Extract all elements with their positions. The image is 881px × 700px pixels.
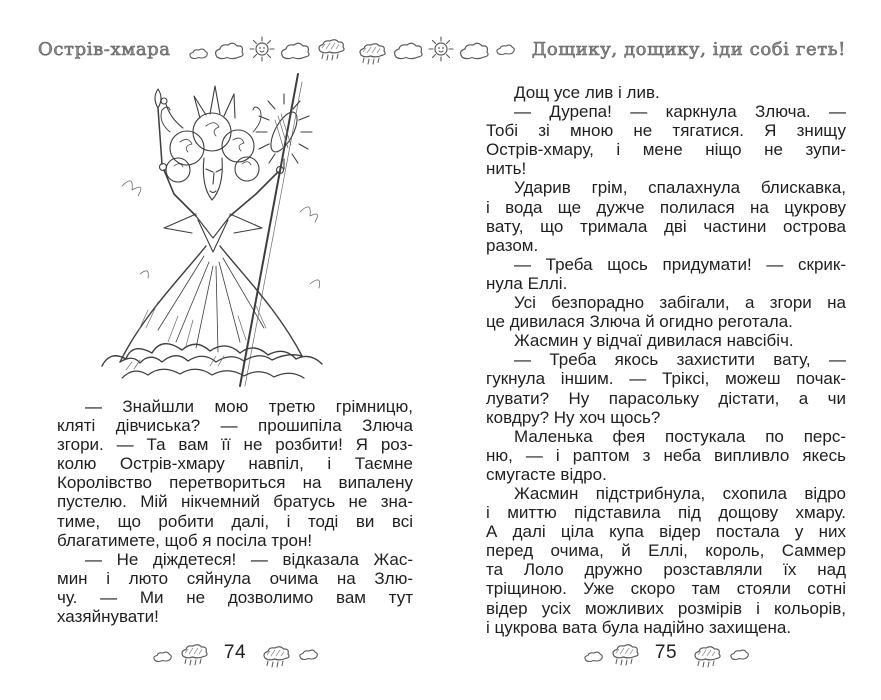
rain-cloud-icon — [315, 37, 347, 62]
text-line: вату, що тримала дві частини острова — [486, 216, 846, 236]
text-line: мин і люто сяйнула очима на Злю- — [57, 568, 413, 588]
cloud-small-icon — [151, 650, 173, 663]
page-right — [441, 0, 881, 700]
text-line: — Треба щось придумати! — скрик- — [514, 254, 846, 274]
cloud-small-icon — [297, 648, 319, 661]
text-line: Королівство перетвориться на випалену — [57, 473, 413, 493]
sun-icon — [428, 36, 454, 62]
text-line: — Треба якось захистити вату, — — [514, 350, 846, 370]
text-line: Жасмин підстрибнула, схопила відро — [514, 483, 846, 503]
cloud-icon — [278, 41, 312, 61]
text-line: Дощ усе лив і лив. — [514, 83, 660, 102]
text-line: це дивилася Злюча й огидно реготала. — [486, 312, 793, 332]
cloud-small-icon — [582, 650, 604, 663]
cloud-small-icon — [494, 43, 516, 56]
text-block-left — [57, 397, 413, 626]
text-line: Острів-хмару, і мене ніщо не зупи- — [486, 140, 846, 160]
rain-cloud-icon — [691, 644, 723, 669]
running-title-left: Острів-хмара — [38, 38, 171, 60]
running-title-right: Дощику, дощику, іди собі геть! — [531, 38, 846, 60]
text-line: хазяйнувати! — [57, 607, 159, 627]
rain-cloud-icon — [356, 41, 388, 66]
text-line: нить! — [486, 159, 527, 179]
footer-ornament-left-b — [260, 640, 319, 665]
text-line: кляті дівчиська? — прошипіла Злюча — [57, 416, 413, 436]
text-block-right — [486, 83, 846, 637]
text-line: смугасте відро. — [486, 464, 607, 484]
text-line: згори. — Та вам її не розбити! Я роз- — [57, 435, 413, 455]
text-line: і вода ще дужче полилася на цукрову — [486, 197, 846, 217]
witch-illustration — [88, 70, 338, 392]
text-line: нула Еллі. — [486, 273, 568, 293]
text-line: і цукрова вата була надійно захищена. — [486, 617, 792, 637]
footer-ornament-right-b — [691, 640, 750, 665]
text-line: тріщиною. Уже скоро там стояли сотні — [486, 579, 846, 599]
page-footer-left — [57, 640, 413, 665]
text-line: Маленька фея постукала по перс- — [514, 426, 846, 446]
text-line: та Лоло дружно розставляли їх над — [486, 560, 846, 580]
cloud-small-icon — [187, 47, 209, 60]
text-line: гукнула іншим. — Тріксі, можеш почак- — [486, 369, 846, 389]
page-number-left: 74 — [223, 641, 247, 663]
page-header-right — [356, 34, 846, 64]
footer-ornament-left-a — [151, 640, 210, 665]
page-number-right: 75 — [654, 641, 678, 663]
sun-icon — [249, 36, 275, 62]
text-line: відер усіх можливих розмірів і кольорів, — [486, 598, 846, 618]
text-line: — Не діждетеся! — відказала Жас- — [85, 549, 413, 569]
text-line: чу. — Ми не дозволимо вам тут — [57, 587, 413, 607]
rain-cloud-icon — [178, 642, 210, 667]
text-line: Усі безпорадно забігали, а згори на — [514, 293, 846, 313]
cloud-icon — [457, 41, 491, 61]
header-ornament-right — [356, 36, 516, 62]
cloud-small-icon — [728, 648, 750, 661]
text-line: ковдру? Ну хоч щось? — [486, 407, 661, 427]
page-left — [0, 0, 440, 700]
footer-ornament-right-a — [582, 640, 641, 665]
text-line: ню, — і раптом з неба випливло якесь — [486, 445, 846, 465]
page-footer-right — [486, 640, 846, 665]
text-line: — Знайшли мою третю грімницю, — [85, 397, 413, 416]
rain-cloud-icon — [260, 644, 292, 669]
rain-cloud-icon — [609, 642, 641, 667]
text-line: А далі ціла купа відер постала у них — [486, 522, 846, 542]
text-line: лувати? Ну парасольку дістати, а чи — [486, 388, 846, 408]
cloud-icon — [212, 41, 246, 61]
text-line: благатимете, щоб я посіла трон! — [57, 530, 313, 550]
text-line: колю Острів-хмару навпіл, і Таємне — [57, 454, 413, 474]
text-line: — Дурепа! — каркнула Злюча. — — [514, 102, 846, 122]
text-line: перед очима, й Еллі, король, Саммер — [486, 541, 846, 561]
text-line: Тобі зі мною не тягатися. Я знищу — [486, 121, 846, 141]
header-ornament-left — [187, 36, 347, 62]
text-line: разом. — [486, 235, 539, 255]
text-line: пустелю. Мій нікчемний братусь не зна- — [57, 492, 413, 512]
text-line: Ударив грім, спалахнула блискавка, — [514, 178, 846, 198]
cloud-icon — [391, 41, 425, 61]
witch-drawing — [88, 70, 338, 390]
text-line: і миттю підставила під дощову хмару. — [486, 503, 846, 523]
text-line: Жасмин у відчаї дивилася навсібіч. — [514, 331, 794, 351]
page-header-left — [38, 34, 347, 64]
text-line: тиме, що робити далі, і тоді ви всі — [57, 511, 413, 531]
